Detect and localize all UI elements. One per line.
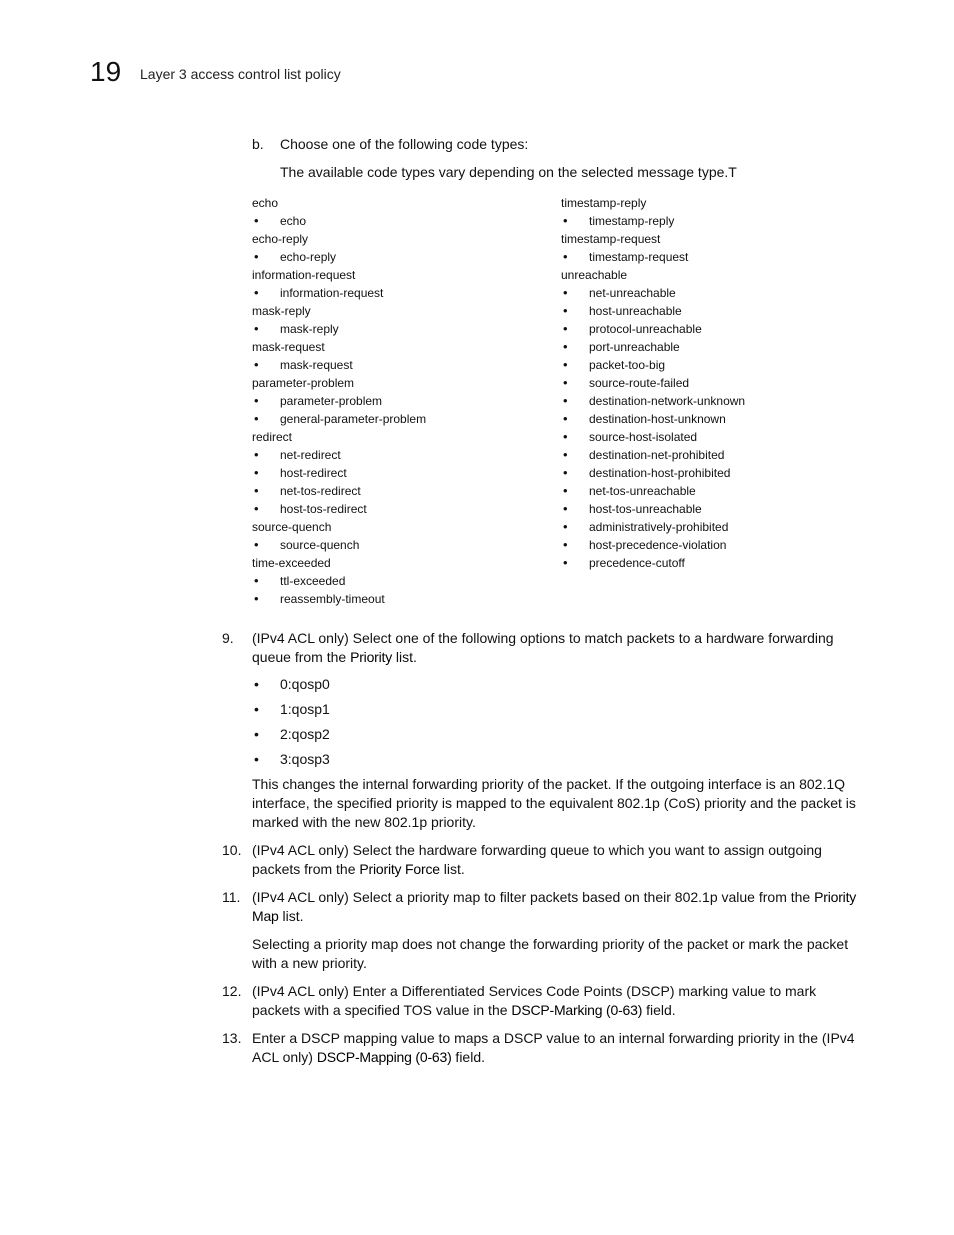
code-type: source-route-failed [589,376,690,390]
code-category-label: echo-reply [252,232,309,246]
list-item: • 0:qosp0 [254,676,330,692]
bullet: • [563,447,568,462]
step-number: 10. [222,842,242,858]
code-category-label: time-exceeded [252,556,331,570]
code-type: packet-too-big [589,358,666,372]
code-type: host-tos-redirect [280,502,367,516]
step-number: 12. [222,983,242,999]
code-type: host-precedence-violation [589,538,727,552]
bullet: • [254,501,259,516]
step-number: 9. [222,630,234,646]
step-12 [222,982,867,1020]
step-text: (IPv4 ACL only) Select a priority map to filter packets based on their 802.1p value from the Priority Map list. [252,889,857,924]
dscp-marking-label: DSCP-Marking (0-63) [511,1002,643,1018]
procedure-steps [222,629,867,1076]
code-type: precedence-cutoff [589,556,685,570]
code-type: host-redirect [280,466,347,480]
code-type: reassembly-timeout [280,592,385,606]
step-10 [222,841,867,879]
bullet: • [563,357,568,372]
substep-marker: b. [252,136,264,152]
code-category-label: unreachable [561,268,628,282]
bullet: • [563,537,568,552]
bullet: • [254,213,259,228]
step-text: Enter a DSCP mapping value to maps a DSCP value to an internal forwarding priority in the (IPv4 ACL only) DSCP-Mapping (0-63) field. [252,1030,855,1065]
dscp-mapping-label: DSCP-Mapping (0-63) [316,1049,452,1065]
bullet: • [563,285,568,300]
code-type: timestamp-reply [589,214,675,228]
bullet: • [563,393,568,408]
code-type: destination-network-unknown [589,394,746,408]
priority-options [252,675,867,775]
code-category-label: echo [252,196,279,210]
bullet: • [254,591,259,606]
bullet: • [563,213,568,228]
bullet: • [563,411,568,426]
code-category-label: information-request [252,268,356,282]
bullet: • [254,465,259,480]
code-type: mask-reply [280,322,339,336]
chapter-title: Layer 3 access control list policy [140,66,341,82]
step-text: (IPv4 ACL only) Select one of the following options to match packets to a hardware forwarding queue from the Priority list. [252,630,834,665]
code-type: protocol-unreachable [589,322,702,336]
bullet: • [563,465,568,480]
code-type: administratively-prohibited [589,520,729,534]
step-note: This changes the internal forwarding priority of the packet. If the outgoing interface is an 802.1Q interface, the specified priority is mapped to the equivalent 802.1p (CoS) priority and the packet is marked with the new 802.1p priority. [252,776,856,830]
substep-note: The available code types vary depending on the selected message type.T [280,164,737,180]
bullet: • [563,339,568,354]
bullet: • [254,393,259,408]
code-category-label: mask-reply [252,304,311,318]
list-item: • 2:qosp2 [254,726,330,742]
code-type: timestamp-request [589,250,689,264]
bullet: • [254,751,259,767]
step-number: 13. [222,1030,242,1046]
bullet: • [563,501,568,516]
bullet: • [563,249,568,264]
substep-text: Choose one of the following code types: [280,136,529,152]
code-type: mask-request [280,358,353,372]
code-type: host-tos-unreachable [589,502,702,516]
priority-map-label: Priority Map [252,889,857,924]
step-11 [222,888,867,973]
code-type: echo-reply [280,250,337,264]
bullet: • [563,519,568,534]
bullet: • [254,483,259,498]
list-item: • 3:qosp3 [254,751,330,767]
priority-force-label: Priority Force [359,861,440,877]
step-text: (IPv4 ACL only) Enter a Differentiated Services Code Points (DSCP) marking value to mark packets with a specified TOS value in the DSCP-Marking (0-63) field. [252,983,817,1018]
list-item: • 1:qosp1 [254,701,330,717]
bullet: • [563,483,568,498]
bullet: • [563,303,568,318]
code-type: net-unreachable [589,286,676,300]
code-category-label: mask-request [252,340,325,354]
bullet: • [563,375,568,390]
bullet: • [563,555,568,570]
code-type: parameter-problem [280,394,383,408]
bullet: • [254,249,259,264]
code-type: ttl-exceeded [280,574,346,588]
code-type: net-tos-unreachable [589,484,696,498]
code-category-label: timestamp-request [561,232,661,246]
code-category-label: source-quench [252,520,332,534]
code-type: host-unreachable [589,304,682,318]
code-type: destination-net-prohibited [589,448,725,462]
code-type: destination-host-unknown [589,412,726,426]
code-type: destination-host-prohibited [589,466,731,480]
code-type: net-redirect [280,448,341,462]
code-type: general-parameter-problem [280,412,427,426]
code-type: port-unreachable [589,340,680,354]
bullet: • [254,285,259,300]
bullet: • [254,321,259,336]
bullet: • [254,701,259,717]
bullet: • [254,573,259,588]
code-type: echo [280,214,307,228]
step-13 [222,1029,867,1067]
step-text: (IPv4 ACL only) Select the hardware forwarding queue to which you want to assign outgoing packets from the Priority Force list. [252,842,822,877]
step-number: 11. [222,889,241,905]
bullet: • [563,429,568,444]
code-category-label: redirect [252,430,293,444]
chapter-number: 19 [90,56,122,87]
bullet: • [254,447,259,462]
bullet: • [254,676,259,692]
bullet: • [563,321,568,336]
step-9 [222,629,867,832]
code-type: net-tos-redirect [280,484,361,498]
code-type: source-quench [280,538,360,552]
step-note: Selecting a priority map does not change the forwarding priority of the packet or mark the packet with a new priority. [252,936,849,971]
bullet: • [254,411,259,426]
code-category-label: parameter-problem [252,376,355,390]
bullet: • [254,357,259,372]
code-category-label: timestamp-reply [561,196,647,210]
code-type: information-request [280,286,384,300]
bullet: • [254,726,259,742]
code-type: source-host-isolated [589,430,698,444]
bullet: • [254,537,259,552]
priority-list-label: Priority [350,649,393,665]
